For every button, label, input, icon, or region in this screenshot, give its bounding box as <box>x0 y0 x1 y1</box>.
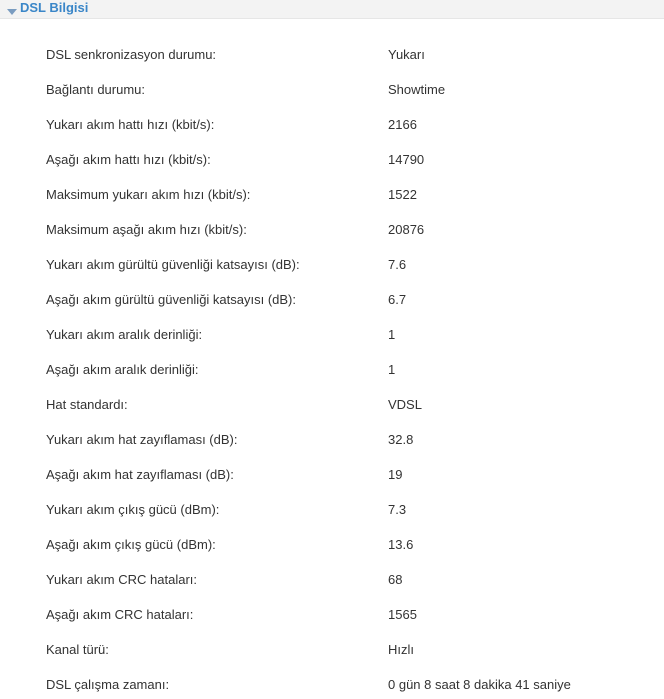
info-label: Aşağı akım aralık derinliği: <box>46 362 199 377</box>
info-row <box>0 387 664 422</box>
info-row <box>0 457 664 492</box>
info-label: Yukarı akım çıkış gücü (dBm): <box>46 502 220 517</box>
info-row <box>0 177 664 212</box>
info-label: Aşağı akım CRC hataları: <box>46 607 194 622</box>
info-label: Maksimum yukarı akım hızı (kbit/s): <box>46 187 251 202</box>
info-value: 1 <box>388 362 396 377</box>
info-row <box>0 492 664 527</box>
info-row <box>0 562 664 597</box>
info-row <box>0 107 664 142</box>
info-label: Yukarı akım aralık derinliği: <box>46 327 203 342</box>
info-label: Aşağı akım hat zayıflaması (dB): <box>46 467 234 482</box>
info-value: 13.6 <box>388 537 414 552</box>
info-value: Showtime <box>388 82 446 97</box>
info-row <box>0 527 664 562</box>
info-label: DSL senkronizasyon durumu: <box>46 47 217 62</box>
info-row <box>0 632 664 667</box>
info-value: VDSL <box>388 397 422 412</box>
info-label: Maksimum aşağı akım hızı (kbit/s): <box>46 222 247 237</box>
info-label: DSL çalışma zamanı: <box>46 677 170 692</box>
info-row <box>0 317 664 352</box>
info-row <box>0 37 664 72</box>
info-label: Aşağı akım gürültü güvenliği katsayısı (dB): <box>46 292 297 307</box>
info-label: Aşağı akım hattı hızı (kbit/s): <box>46 152 211 167</box>
info-row <box>0 247 664 282</box>
info-row <box>0 667 664 699</box>
info-value: 0 gün 8 saat 8 dakika 41 saniye <box>388 677 571 692</box>
info-row <box>0 352 664 387</box>
info-label: Hat standardı: <box>46 397 128 412</box>
info-value: 1 <box>388 327 396 342</box>
info-row <box>0 212 664 247</box>
info-value: 1565 <box>388 607 417 622</box>
info-row <box>0 422 664 457</box>
info-value: Hızlı <box>388 642 414 657</box>
info-value: 14790 <box>388 152 425 167</box>
info-row <box>0 72 664 107</box>
info-row <box>0 282 664 317</box>
info-label: Yukarı akım gürültü güvenliği katsayısı (dB): <box>46 257 300 272</box>
section-header[interactable] <box>0 0 664 19</box>
info-value: 7.3 <box>388 502 407 517</box>
info-label: Yukarı akım CRC hataları: <box>46 572 197 587</box>
info-value: 20876 <box>388 222 425 237</box>
info-value: 32.8 <box>388 432 414 447</box>
info-value: Yukarı <box>388 47 425 62</box>
dsl-info-list <box>0 37 664 699</box>
info-row <box>0 142 664 177</box>
info-label: Aşağı akım çıkış gücü (dBm): <box>46 537 216 552</box>
info-value: 2166 <box>388 117 417 132</box>
info-label: Bağlantı durumu: <box>46 82 146 97</box>
info-label: Yukarı akım hat zayıflaması (dB): <box>46 432 238 447</box>
info-value: 68 <box>388 572 403 587</box>
info-value: 7.6 <box>388 257 407 272</box>
info-value: 19 <box>388 467 403 482</box>
section-title[interactable]: DSL Bilgisi <box>20 0 89 15</box>
info-value: 1522 <box>388 187 417 202</box>
info-row <box>0 597 664 632</box>
info-label: Yukarı akım hattı hızı (kbit/s): <box>46 117 215 132</box>
triangle-down-icon[interactable] <box>6 4 18 14</box>
info-value: 6.7 <box>388 292 407 307</box>
info-label: Kanal türü: <box>46 642 109 657</box>
